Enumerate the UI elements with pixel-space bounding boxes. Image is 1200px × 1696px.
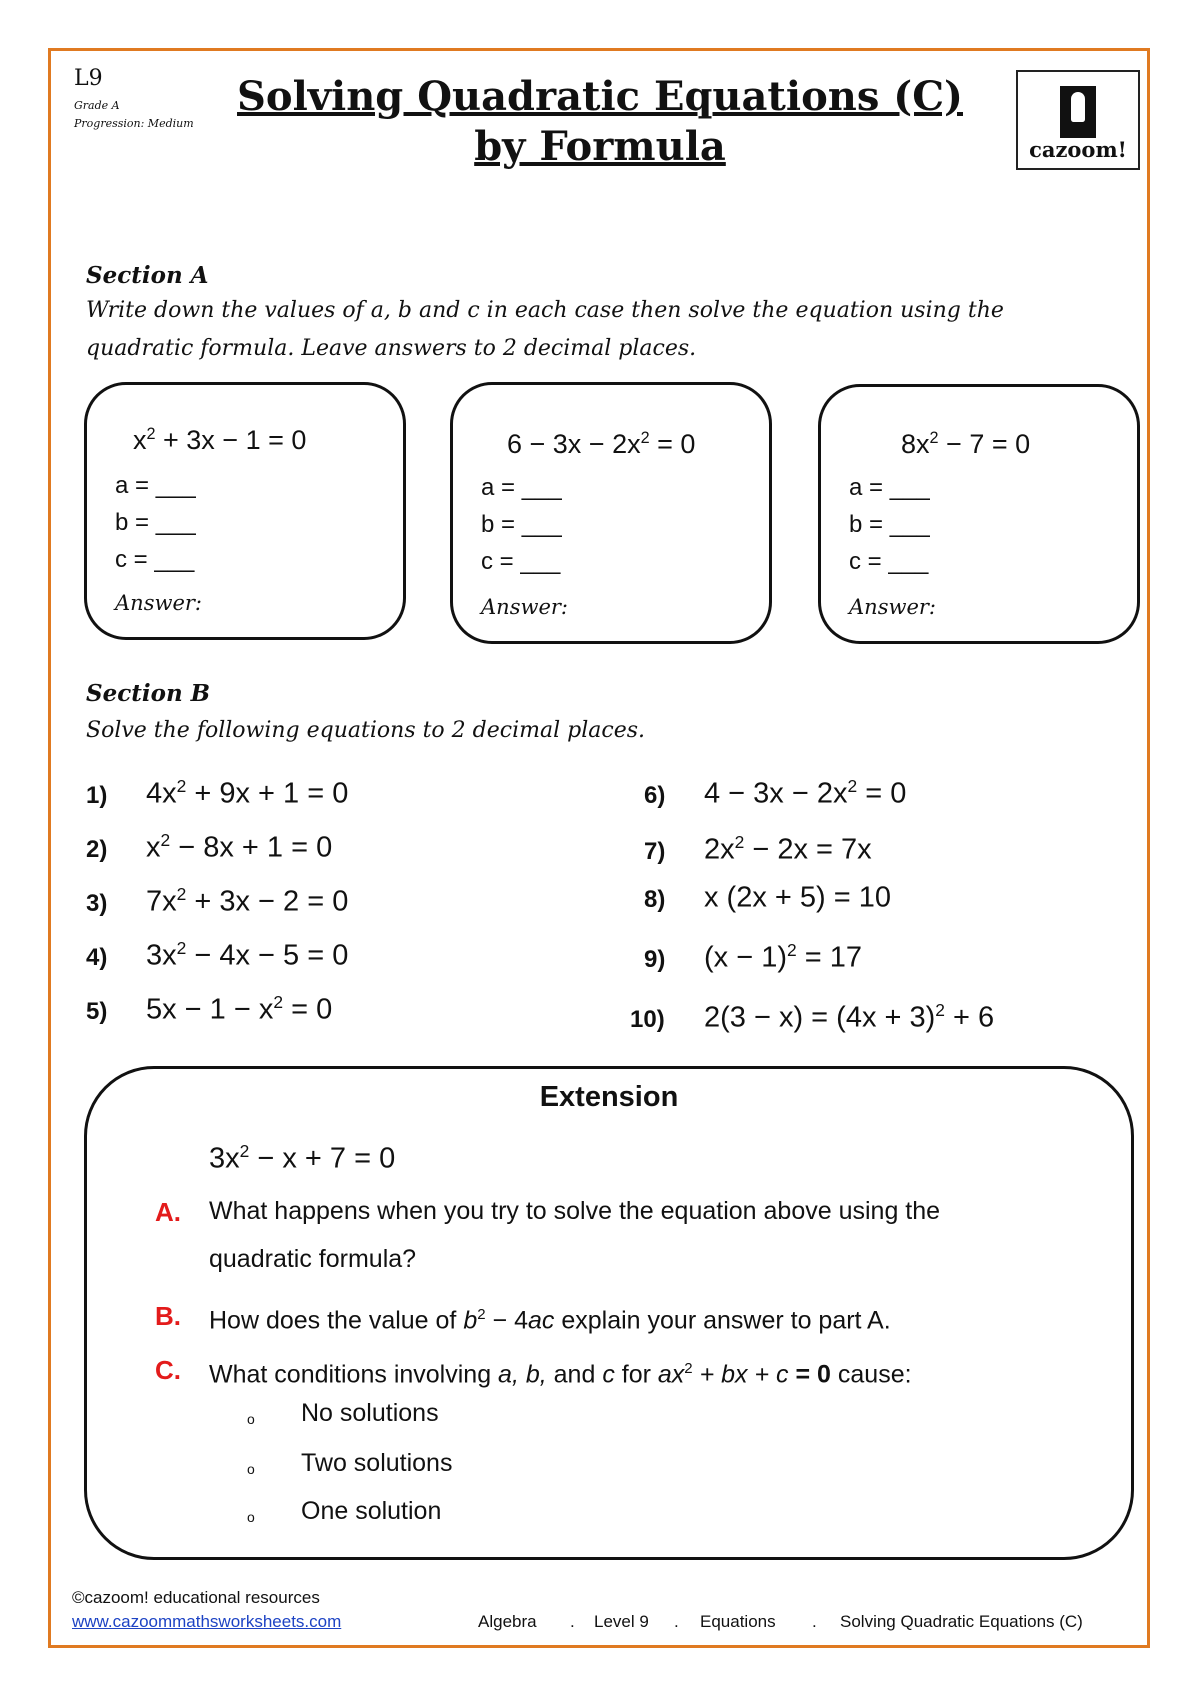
box-2-answer[interactable]: Answer: (481, 595, 568, 619)
a-value-field[interactable]: a = ___ (849, 474, 930, 501)
level-label: L9 (74, 66, 103, 91)
title-line-2: by Formula (474, 123, 726, 170)
part-a-letter: A. (155, 1197, 181, 1227)
question-number: 7) (644, 838, 666, 865)
bullet-icon: o (247, 1461, 255, 1477)
extension-box (84, 1066, 1134, 1560)
section-a-box-2 (450, 382, 772, 644)
section-b-heading: Section B (86, 680, 211, 707)
section-a-box-1 (84, 382, 406, 640)
question-equation: $7x^2 + 3x - 2 = 0$ (146, 884, 349, 918)
question-equation: $3x^2 - 4x - 5 = 0$ (146, 938, 349, 972)
question-number: 2) (86, 836, 108, 863)
bullet-icon: o (247, 1411, 255, 1427)
part-b-text: How does the value of $b^2 - 4ac$ explain your answer to part A. (209, 1306, 891, 1335)
bullet-icon: o (247, 1509, 255, 1525)
a-value-field[interactable]: a = ___ (481, 474, 562, 501)
question-equation: $5x - 1 - x^2 = 0$ (146, 992, 333, 1026)
bullet-item: One solution (301, 1497, 442, 1525)
part-a-text (209, 1187, 1109, 1283)
footer-separator: . (812, 1612, 817, 1631)
box-1-values (115, 467, 196, 578)
question-number: 4) (86, 944, 108, 971)
b-value-field[interactable]: b = ___ (481, 511, 562, 538)
part-a-line-1: What happens when you try to solve the equation above using the (209, 1197, 941, 1225)
logo-text: cazoom! (1029, 137, 1127, 162)
extension-equation: $3x^2 - x + 7 = 0$ (209, 1141, 396, 1175)
box-3-values (849, 469, 930, 580)
footer-crumb-algebra: Algebra (478, 1612, 537, 1631)
instruction-line-1: Write down the values of a, b and c in each case then solve the equation using the (86, 298, 1004, 323)
question-equation: $(x - 1)^2 = 17$ (704, 940, 862, 974)
section-b-instruction: Solve the following equations to 2 decimal places. (86, 718, 645, 743)
footer-website-link[interactable]: www.cazoommathsworksheets.com (72, 1612, 342, 1631)
page-title (215, 72, 985, 172)
footer-crumb-equations: Equations (700, 1612, 776, 1631)
question-equation: x (2x + 5) = 10 (704, 881, 891, 914)
question-number: 8) (644, 886, 666, 913)
footer-crumb-level: Level 9 (594, 1612, 649, 1631)
question-equation: $2(3 - x) = (4x + 3)^2 + 6$ (704, 1000, 995, 1034)
box-3-equation: $8x^2 - 7 = 0$ (901, 429, 1031, 459)
part-a-line-2: quadratic formula? (209, 1245, 417, 1273)
drum-icon (1060, 86, 1096, 138)
c-value-field[interactable]: c = ___ (849, 548, 929, 575)
question-equation: $x^2 - 8x + 1 = 0$ (146, 830, 333, 864)
question-equation: $4x^2 + 9x + 1 = 0$ (146, 776, 349, 810)
box-1-answer[interactable]: Answer: (115, 591, 202, 615)
a-value-field[interactable]: a = ___ (115, 472, 196, 499)
section-a-heading: Section A (86, 262, 209, 289)
bullet-item: Two solutions (301, 1449, 453, 1477)
title-line-1: Solving Quadratic Equations (C) (237, 73, 963, 120)
box-1-equation: $x^2 + 3x - 1 = 0$ (133, 425, 307, 455)
question-number: 1) (86, 782, 108, 809)
instruction-line-2: quadratic formula. Leave answers to 2 decimal places. (86, 336, 697, 361)
footer-separator: . (674, 1612, 679, 1631)
b-value-field[interactable]: b = ___ (849, 511, 930, 538)
part-c-text: What conditions involving a, b, and c for $ax^2$ + bx + c = 0 cause: (209, 1360, 912, 1389)
b-value-field[interactable]: b = ___ (115, 509, 196, 536)
part-c-letter: C. (155, 1355, 181, 1385)
question-equation: $4 - 3x - 2x^2 = 0$ (704, 776, 907, 810)
question-number: 9) (644, 946, 666, 973)
question-number: 10) (630, 1006, 665, 1033)
grade-label: Grade A (74, 99, 120, 112)
question-number: 3) (86, 890, 108, 917)
question-number: 6) (644, 782, 666, 809)
footer-crumb-topic: Solving Quadratic Equations (C) (840, 1612, 1083, 1631)
footer-separator: . (570, 1612, 575, 1631)
footer-copyright: ©cazoom! educational resources (72, 1588, 320, 1607)
bullet-item: No solutions (301, 1399, 439, 1427)
box-2-values (481, 469, 562, 580)
section-a-instructions (86, 292, 1146, 368)
c-value-field[interactable]: c = ___ (115, 546, 195, 573)
section-a-box-3 (818, 384, 1140, 644)
part-b-letter: B. (155, 1301, 181, 1331)
progression-label: Progression: Medium (74, 117, 194, 130)
cazoom-logo (1016, 70, 1140, 170)
c-value-field[interactable]: c = ___ (481, 548, 561, 575)
question-equation: $2x^2 - 2x = 7x$ (704, 832, 872, 866)
box-3-answer[interactable]: Answer: (849, 595, 936, 619)
question-number: 5) (86, 998, 108, 1025)
extension-heading: Extension (539, 1081, 679, 1113)
box-2-equation: $6 - 3x - 2x^2 = 0$ (507, 429, 696, 459)
